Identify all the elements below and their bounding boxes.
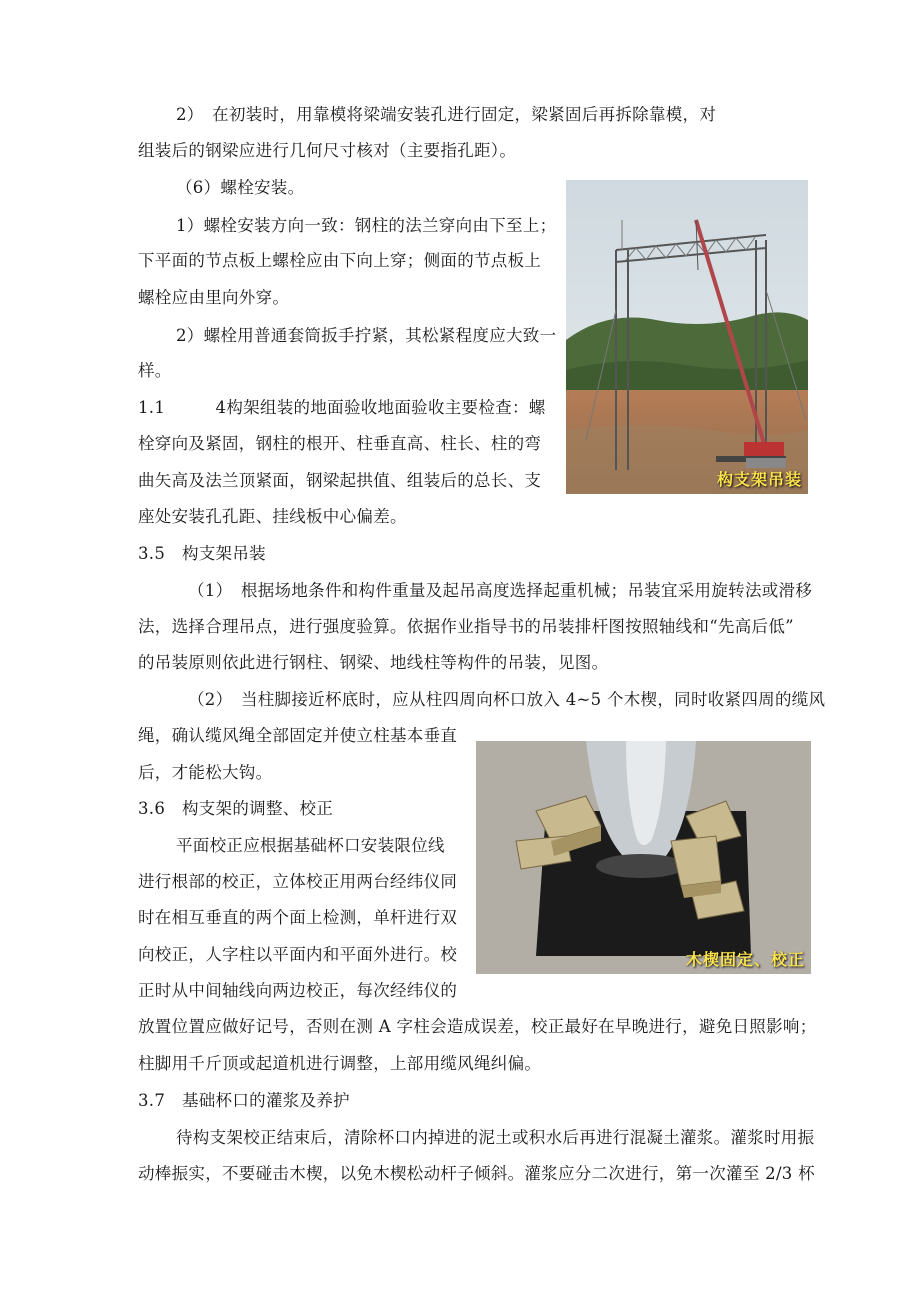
text-line: 组装后的钢梁应进行几何尺寸核对（主要指孔距）。 — [138, 141, 517, 160]
crane-lifting-illustration — [566, 180, 808, 494]
text-line: 2）螺栓用普通套筒扳手拧紧，其松紧程度应大致一 — [176, 326, 557, 345]
text-line: 正时从中间轴线向两边校正，每次经纬仪的 — [138, 981, 458, 1000]
text-line: （2） 当柱脚接近杯底时，应从柱四周向杯口放入 4~5 个木楔，同时收紧四周的缆风 — [188, 690, 826, 709]
text-line: 放置位置应做好记号，否则在测 A 字柱会造成误差，校正最好在早晚进行，避免日照影响； — [138, 1017, 817, 1036]
text-line: 进行根部的校正，立体校正用两台经纬仪同 — [138, 872, 458, 891]
section-heading: 3.6 构支架的调整、校正 — [138, 799, 334, 818]
text-line: 平面校正应根据基础杯口安装限位线 — [176, 836, 445, 855]
text-line: 座处安装孔孔距、挂线板中心偏差。 — [138, 507, 407, 526]
text-line: 法，选择合理吊点，进行强度验算。依据作业指导书的吊装排杆图按照轴线和“先高后低” — [138, 617, 794, 636]
wedge-fixing-photo — [476, 741, 811, 974]
text-line: 待构支架校正结束后，清除杯口内掉进的泥土或积水后再进行混凝土灌浆。灌浆时用振 — [176, 1128, 815, 1147]
text-line: 栓穿向及紧固，钢柱的根开、柱垂直高、柱长、柱的弯 — [138, 434, 542, 453]
text-line: 动棒振实，不要碰击木楔，以免木楔松动杆子倾斜。灌浆应分二次进行，第一次灌至 2/3 杯 — [138, 1164, 815, 1183]
text-line: 后，才能松大钩。 — [138, 763, 273, 782]
text-line: 绳，确认缆风绳全部固定并使立柱基本垂直 — [138, 726, 458, 745]
text-line: （1） 根据场地条件和构件重量及起吊高度选择起重机械；吊装宜采用旋转法或滑移 — [188, 581, 813, 600]
text-line: 1）螺栓安装方向一致：钢柱的法兰穿向由下至上； — [176, 216, 557, 235]
section-heading: 3.7 基础杯口的灌浆及养护 — [138, 1091, 350, 1110]
text-line: 螺栓应由里向外穿。 — [138, 288, 290, 307]
text-line: 时在相互垂直的两个面上检测，单杆进行双 — [138, 908, 458, 927]
crane-lifting-photo — [566, 180, 808, 494]
text-line: 向校正，人字柱以平面内和平面外进行。校 — [138, 945, 458, 964]
text-line: 曲矢高及法兰顶紧面，钢梁起拱值、组装后的总长、支 — [138, 471, 542, 490]
section-heading: 3.5 构支架吊装 — [138, 544, 266, 563]
section-heading: （6）螺栓安装。 — [176, 178, 305, 197]
wedge-photo-caption: 木楔固定、校正 — [685, 950, 805, 969]
text-line: 的吊装原则依此进行钢柱、钢梁、地线柱等构件的吊装，见图。 — [138, 653, 609, 672]
text-line: 下平面的节点板上螺栓应由下向上穿；侧面的节点板上 — [138, 251, 542, 270]
text-line: 样。 — [138, 361, 172, 380]
text-line: 2） 在初装时，用靠模将梁端安装孔进行固定，梁紧固后再拆除靠模，对 — [176, 105, 717, 124]
wedge-fixing-illustration — [476, 741, 811, 974]
crane-photo-caption: 构支架吊装 — [716, 470, 802, 489]
text-line: 1.1 4构架组装的地面验收地面验收主要检查：螺 — [138, 398, 546, 417]
text-line: 柱脚用千斤顶或起道机进行调整，上部用缆风绳纠偏。 — [138, 1054, 542, 1073]
